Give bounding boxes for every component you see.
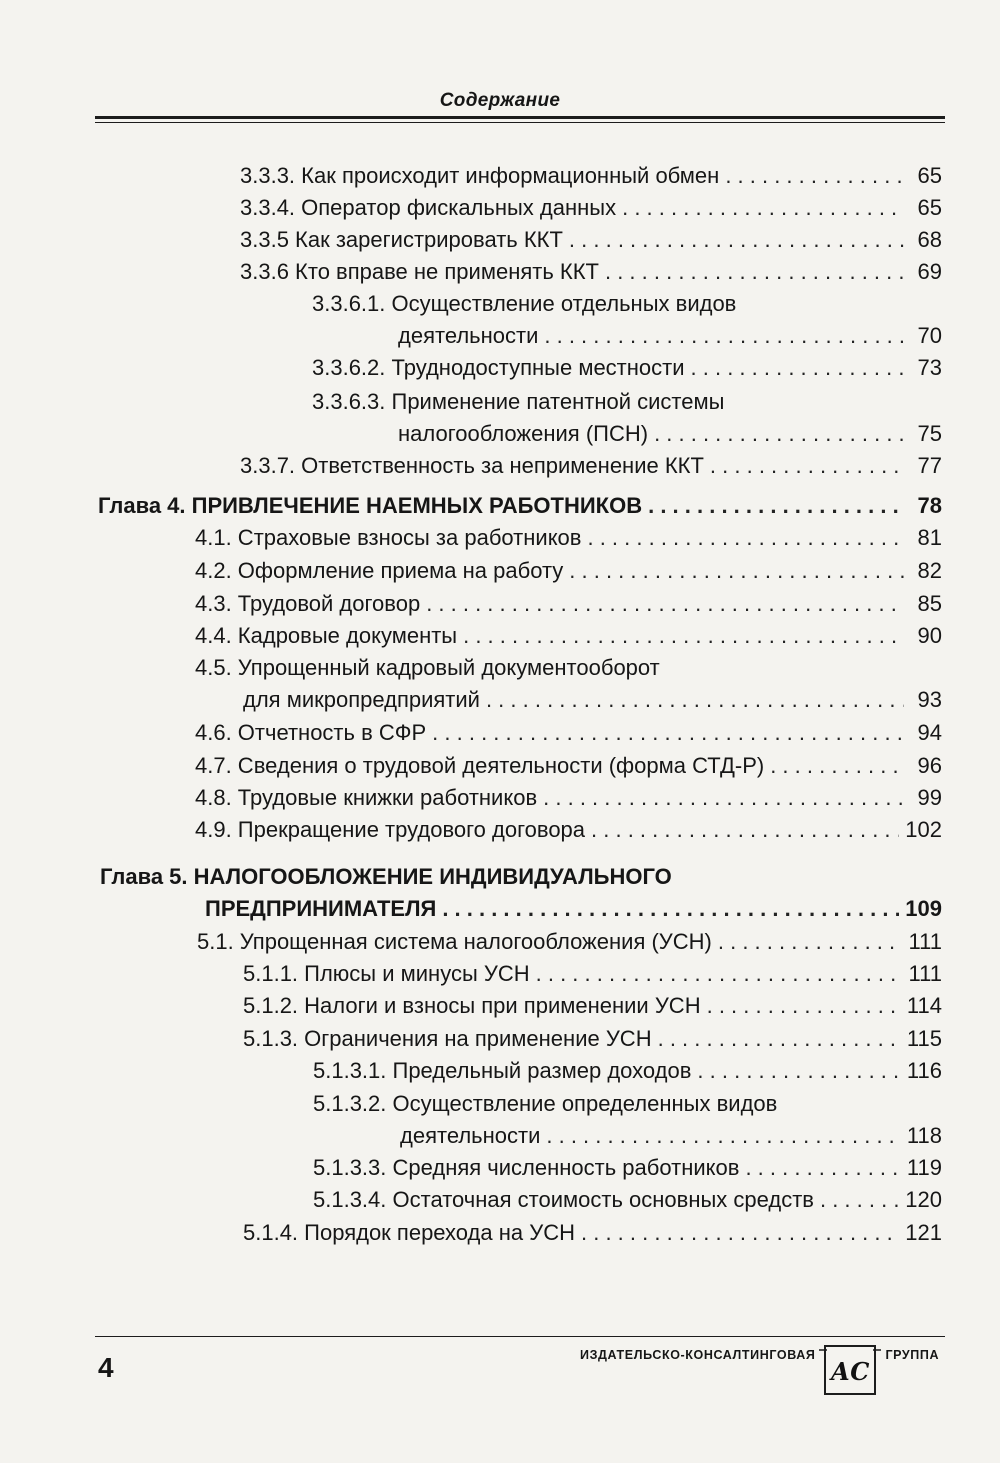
toc-entry [313, 1184, 942, 1216]
toc-entry-label: Глава 4. ПРИВЛЕЧЕНИЕ НАЕМНЫХ РАБОТНИКОВ [98, 493, 643, 518]
dot-leader [486, 684, 904, 716]
toc-entry-page: 118 [906, 1123, 942, 1148]
toc-entry-label: 3.3.7. Ответственность за неприменение ККТ [240, 453, 704, 478]
dot-leader [820, 1184, 899, 1216]
toc-entry-page: 69 [917, 259, 942, 284]
toc-entry-label: 4.3. Трудовой договор [195, 591, 421, 616]
toc-entry-page: 93 [917, 687, 942, 712]
toc-chapter-entry [98, 490, 942, 522]
dot-leader [536, 958, 903, 990]
toc-entry [195, 814, 942, 846]
dot-leader [691, 352, 904, 384]
toc-entry [195, 588, 942, 620]
dot-leader [569, 224, 904, 256]
toc-entry [243, 958, 942, 990]
toc-entry [195, 620, 942, 652]
dot-leader [710, 450, 904, 482]
page-number: 4 [98, 1352, 114, 1383]
dot-leader [544, 320, 904, 352]
toc-entry [400, 1120, 942, 1152]
toc-entry-page: 121 [905, 1220, 942, 1245]
toc-entry-page: 81 [917, 525, 942, 550]
toc-entry-label: 4.4. Кадровые документы [195, 623, 458, 648]
dot-leader [658, 1023, 901, 1055]
toc-entry [398, 418, 942, 450]
toc-entry [197, 926, 942, 958]
toc-entry-label: для микропредприятий [243, 687, 480, 712]
toc-entry-label: 3.3.3. Как происходит информационный обмен [240, 163, 720, 188]
toc-entry-label: 5.1. Упрощенная система налогообложения (УСН) [197, 929, 712, 954]
toc-entry [195, 782, 942, 814]
toc-entry [240, 450, 942, 482]
toc-entry-label: 4.9. Прекращение трудового договора [195, 817, 586, 842]
toc-entry [195, 750, 942, 782]
toc-entry-label: деятельности [400, 1123, 541, 1148]
toc-entry-page: 114 [906, 993, 942, 1018]
logo-lettering: АС [831, 1357, 870, 1386]
toc-entry-page: 116 [906, 1058, 942, 1083]
toc-entry-first-line: 5.1.3.2. Осуществление определенных видов [313, 1091, 778, 1116]
dot-leader [654, 418, 904, 450]
toc-entry [243, 1023, 942, 1055]
toc-entry-page: 77 [917, 453, 942, 478]
toc-entry-page: 82 [917, 558, 942, 583]
dot-leader [591, 814, 899, 846]
toc-entry-label: 5.1.4. Порядок перехода на УСН [243, 1220, 575, 1245]
publisher-logo-icon [819, 1340, 881, 1398]
toc-entry-page: 120 [905, 1187, 942, 1212]
toc-entry-label: 5.1.3.1. Предельный размер доходов [313, 1058, 692, 1083]
toc-chapter-entry [205, 893, 942, 925]
toc-entry-page: 111 [908, 929, 942, 954]
dot-leader [426, 588, 904, 620]
dot-leader [546, 1120, 901, 1152]
dot-leader [432, 717, 904, 749]
publisher-imprint [580, 1340, 950, 1400]
dot-leader [745, 1152, 900, 1184]
toc-entry-page: 65 [917, 163, 942, 188]
running-header: Содержание [439, 90, 561, 111]
toc-entry-page: 90 [917, 623, 942, 648]
toc-entry-label: 3.3.6 Кто вправе не применять ККТ [240, 259, 599, 284]
toc-entry-label: 5.1.1. Плюсы и минусы УСН [243, 961, 530, 986]
toc-entry-page: 94 [917, 720, 942, 745]
toc-entry [243, 684, 942, 716]
toc-entry-first-line: 3.3.6.1. Осуществление отдельных видов [312, 291, 737, 316]
toc-entry-page: 111 [908, 961, 942, 986]
toc-entry [398, 320, 942, 352]
toc-entry-page: 65 [917, 195, 942, 220]
dot-leader [725, 160, 904, 192]
toc-entry-label: 4.1. Страховые взносы за работников [195, 525, 582, 550]
footer-rule [95, 1336, 945, 1337]
dot-leader [707, 990, 901, 1022]
dot-leader [622, 192, 904, 224]
toc-entry-label: 4.6. Отчетность в СФР [195, 720, 427, 745]
toc-entry-label: налогообложения (ПСН) [398, 421, 649, 446]
dot-leader [569, 555, 904, 587]
toc-entry [195, 717, 942, 749]
toc-entry [243, 990, 942, 1022]
toc-entry-label: 4.7. Сведения о трудовой деятельности (форма СТД-Р) [195, 753, 765, 778]
toc-chapter-first-line: Глава 5. НАЛОГООБЛОЖЕНИЕ ИНДИВИДУАЛЬНОГО [100, 864, 672, 889]
toc-entry-page: 73 [917, 355, 942, 380]
toc-entry-label: 5.1.3.4. Остаточная стоимость основных средств [313, 1187, 814, 1212]
toc-entry-label: 3.3.5 Как зарегистрировать ККТ [240, 227, 563, 252]
toc-entry-first-line: 3.3.6.3. Применение патентной системы [312, 389, 725, 414]
dot-leader [770, 750, 904, 782]
toc-entry-page: 119 [906, 1155, 942, 1180]
toc-entry-label: ПРЕДПРИНИМАТЕЛЯ [205, 896, 437, 921]
toc-entry-page: 75 [917, 421, 942, 446]
toc-entry-page: 96 [917, 753, 942, 778]
toc-entry-first-line: 4.5. Упрощенный кадровый документооборот [195, 655, 660, 680]
toc-entry [313, 1055, 942, 1087]
publisher-name-left: ИЗДАТЕЛЬСКО-КОНСАЛТИНГОВАЯ [580, 1348, 816, 1362]
toc-entry-label: 4.2. Оформление приема на работу [195, 558, 564, 583]
toc-entry-page: 115 [906, 1026, 942, 1051]
toc-entry-label: деятельности [398, 323, 539, 348]
dot-leader [463, 620, 904, 652]
toc-entry [243, 1217, 942, 1249]
dot-leader [697, 1055, 901, 1087]
dot-leader [648, 490, 904, 522]
dot-leader [442, 893, 899, 925]
toc-entry-page: 78 [917, 493, 942, 518]
toc-entry-label: 3.3.4. Оператор фискальных данных [240, 195, 617, 220]
toc-entry-label: 3.3.6.2. Труднодоступные местности [312, 355, 685, 380]
toc-entry-label: 4.8. Трудовые книжки работников [195, 785, 538, 810]
toc-entry [313, 1152, 942, 1184]
dot-leader [718, 926, 903, 958]
toc-entry-page: 102 [905, 817, 942, 842]
toc-entry-page: 68 [917, 227, 942, 252]
toc-entry-label: 5.1.3.3. Средняя численность работников [313, 1155, 740, 1180]
toc-entry [240, 192, 942, 224]
dot-leader [581, 1217, 899, 1249]
toc-entry [195, 555, 942, 587]
toc-entry [240, 224, 942, 256]
publisher-logo [819, 1340, 881, 1398]
toc-entry-page: 70 [917, 323, 942, 348]
toc-entry [195, 522, 942, 554]
toc-entry-page: 109 [905, 896, 942, 921]
toc-entry-label: 5.1.2. Налоги и взносы при применении УСН [243, 993, 701, 1018]
toc-entry [312, 352, 942, 384]
toc-entry [240, 256, 942, 288]
dot-leader [587, 522, 904, 554]
toc-entry-page: 99 [917, 785, 942, 810]
publisher-name-right: ГРУППА [885, 1348, 940, 1362]
dot-leader [605, 256, 904, 288]
dot-leader [543, 782, 904, 814]
toc-entry-label: 5.1.3. Ограничения на применение УСН [243, 1026, 652, 1051]
toc-entry-page: 85 [917, 591, 942, 616]
toc-entry [240, 160, 942, 192]
